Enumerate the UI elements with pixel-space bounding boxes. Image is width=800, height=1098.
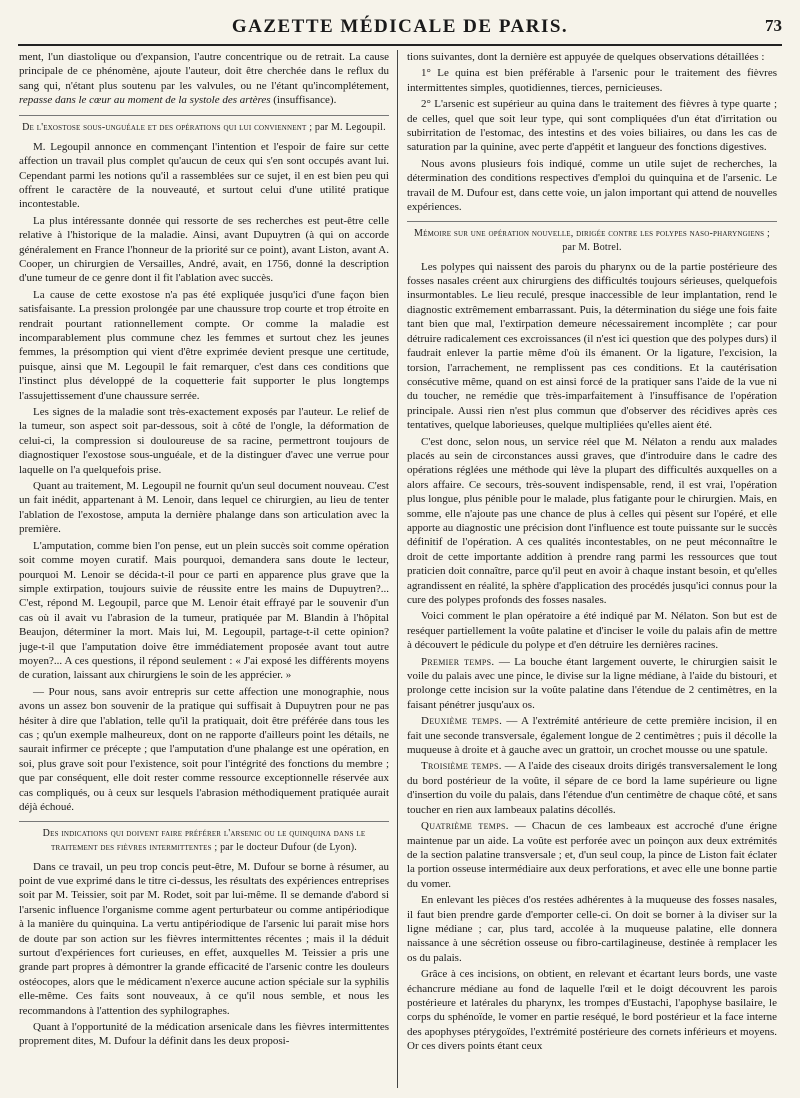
right-column bbox=[407, 50, 777, 1090]
column-divider bbox=[397, 50, 398, 1088]
paragraph: M. Legoupil annonce en commençant l'intention et l'espoir de faire sur cette affection un travail plus complet qu'aucun de ceux qui s'en sont occupés avant lui. Cependant parmi les notions qu'il a rassemblées sur ce sujet, il en est bien peu qui offrent le caractère de la nouveauté, et surtout celui d'une utilité pratique incontestable. bbox=[19, 140, 389, 211]
paragraph: ment, l'un diastolique ou d'expansion, l'autre concentrique ou de retrait. La cause principale de ce phénomène, ajoute l'auteur, doit être cherchée dans le reflux du sang qui, n'étant plus soutenu par les valvules, ou ne l'étant qu'incomplétement, repasse dans le cœur au moment de la systole des artères (insuffisance). bbox=[19, 51, 389, 107]
paragraph: Quant à l'opportunité de la médication arsenicale dans les fièvres intermittentes proprement dites, M. Dufour la définit dans les deux proposi- bbox=[19, 1021, 389, 1048]
paragraph: Les polypes qui naissent des parois du pharynx ou de la partie postérieure des fosses nasales créent aux chirurgiens des difficultés toujours sérieuses, quelquefois insurmontables. Le lieu reculé, presque inaccessible de leur implantation, rend le diagnostic extrêmement embarrassant. Puis, la détermination du siége une fois faite tant bien que mal, l'extirpation demeure nécessairement incomplète ; car pour détruire radicalement ces excroissances (il n'est ici question que des polypes durs) il faudrait enlever la partie même d'où ils émanent. Or la ligature, l'excision, la torsion, l'arrachement, ne remplissent pas ces conditions. Et la cautérisation consécutive même, quand on est ainsi forcé de la pratiquer sans l'aide de la vue ni du toucher, ne remédie que très-imparfaitement à l'insuffisance de l'opération principale. Aussi rien n'est plus commun que d'observer des récidives après ces tentatives, quelque laborieuses, quelque multipliées qu'elles aient été. bbox=[407, 260, 777, 432]
paragraph: Voici comment le plan opératoire a été indiqué par M. Nélaton. Son but est de reséquer partiellement la voûte palatine et d'inciser le voile du palais afin de mettre à découvert le pédicule du polype et d'en détruire les dernières racines. bbox=[407, 610, 777, 652]
paragraph: tions suivantes, dont la dernière est appuyée de quelques observations détaillées : bbox=[407, 51, 765, 63]
paragraph: Grâce à ces incisions, on obtient, en relevant et écartant leurs bords, une vaste échancrure médiane au fond de laquelle l'œil et le doigt découvrent les parois postérieure et latérales du pharynx, les trompes d'Eustachi, l'apophyse basilaire, le corps du sphénoïde, le vomer en partie reséqué, le bord postérieur et la face interne des apophyses ptérygoïdes, l'extrémité postérieure des cornets inférieurs et moyens. Or ces divers points étant ceux bbox=[407, 968, 777, 1053]
paragraph: C'est donc, selon nous, un service réel que M. Nélaton a rendu aux malades placés au sein de circonstances aussi graves, que d'introduire dans le cadre des opérations réglées une méthode qui lève la plupart des difficultés auxquelles on a alors affaire. Ce secours, très-souvent indispensable, rend, il est vrai, l'opération plus longue, plus pénible pour le malade, plus fatigante pour le chirurgien. Mais, en somme, elle n'ajoute pas une chance de plus à celles qui pèsent sur l'opéré, et elle apporte au diagnostic une précision dont l'influence est toute puissante sur le succès définitif de l'opération. A ces qualités incontestables, on ne peut méconnaître le droit de cette importante addition à prendre rang parmi les ressources que tout praticien doit connaître, parce qu'il peut en avoir à chaque instant besoin, et qu'elles agrandissent en réalité, la sphère d'application des procédés jusqu'ici connus pour la cure des polypes profonds des fosses nasales. bbox=[407, 435, 777, 606]
left-column bbox=[19, 50, 389, 1090]
step-paragraph: Deuxième temps. — A l'extrémité antérieure de cette première incision, il en fait une seconde transversale, également longue de 2 centimètres ; puis il décolle la muqueuse à droite et à gauche avec un grattoir, un crochet mousse ou une spatule. bbox=[407, 715, 777, 757]
section-heading: De l'exostose sous-unguéale et des opérations qui lui conviennent ; par M. Legoupil. bbox=[19, 115, 389, 134]
journal-title: GAZETTE MÉDICALE DE PARIS. bbox=[231, 16, 569, 37]
step-paragraph: Premier temps. — La bouche étant largement ouverte, le chirurgien saisit le voile du palais avec une pince, le divise sur la ligne médiane, à l'aide du bistouri, et prolonge cette incision sur la voûte palatine dans l'étendue de 2 centimètres, en la faisant pénétrer jusqu'aux os. bbox=[407, 655, 777, 711]
page-number: 73 bbox=[765, 16, 782, 35]
paragraph: Dans ce travail, un peu trop concis peut-être, M. Dufour se borne à résumer, au point de vue exprimé dans le titre ci-dessus, les résultats des expériences entreprises soit par M. Teissier, soit par M. Rodet, soit par lui-même. Il se demande d'abord si l'arsenic influence l'organisme comme agent perturbateur ou comme antipériodique à la manière du quinquina. La vertu antipériodique de l'arsenic lui parait mise hors de doute par son action sur les fièvres intermittentes récentes ; mais il la déduit surtout d'expériences fort curieuses, en effet, auxquelles M. Teissier a pris une grande part propres à démontrer la grande efficacité de l'arsenic contre les douleurs ostéocopes, alors que le médicament n'exerce aucune action spéciale sur la syphilis elle-même. Ces faits sont nouveaux, à ce qu'il nous semble, et nous les recommandons à l'attention des syphilographes. bbox=[19, 860, 389, 1017]
step-paragraph: Troisième temps. — A l'aide des ciseaux droits dirigés transversalement le long du bord postérieur de la voûte, il sépare de ce bord la lame supérieure ou ligne d'insertion du voile du palais, dans l'étendue d'un centimètre de chaque côté, et sans toucher en rien aux lambeaux palatins décollés. bbox=[407, 760, 777, 816]
section-heading: Des indications qui doivent faire préférer l'arsenic ou le quinquina dans le traitement des fièvres intermittentes ; par le docteur Dufour (de Lyon). bbox=[19, 821, 389, 853]
paragraph: Les signes de la maladie sont très-exactement exposés par l'auteur. Le relief de la tumeur, son aspect soit par-dessous, soit à côté de l'ongle, la déformation de celui-ci, la compression si douloureuse de sa racine, permettront toujours de diagnostiquer l'exostose sous-unguéale, et de la distinguer d'avec une verrue pour laquelle on l'a quelquefois prise. bbox=[19, 406, 389, 476]
paragraph: 2° L'arsenic est supérieur au quina dans le traitement des fièvres à type quarte ; de celles, quel que soit leur type, qui sont compliquées d'un état d'irritation ou subirritation de l'estomac, des intestins et des voies biliaires, ou dans les cas de saturation par la quinine, avec perte d'appétit et langueur des fonctions digestives. bbox=[407, 98, 777, 154]
paragraph: La cause de cette exostose n'a pas été expliquée jusqu'ici d'une façon bien satisfaisante. La pression prolongée par une chaussure trop courte et trop étroite en rendrait pourtant rationnellement compte. Or comme la maladie est incomparablement plus commune chez les femmes et surtout chez les jeunes femmes, la présomption qui vient d'être exprimée devient presque une certitude, puisque, ainsi que M. Legoupil le fait remarquer, c'est dans ces conditions que l'instinct plus développé de la coquetterie fait supporter le plus longtemps l'assujettissement d'une chaussure serrée. bbox=[19, 288, 389, 402]
paragraph: Nous avons plusieurs fois indiqué, comme un utile sujet de recherches, la détermination des conditions respectives d'emploi du quinquina et de l'arsenic. Le travail de M. Dufour est, dans cette voie, un jalon important qui attend de nouvelles expériences. bbox=[407, 157, 777, 214]
section-heading: Mémoire sur une opération nouvelle, dirigée contre les polypes naso-pharyngiens ; par M. Botrel. bbox=[407, 221, 777, 253]
paragraph: 1° Le quina est bien préférable à l'arsenic pour le traitement des fièvres intermittentes simples, quotidiennes, tierces, pernicieuses. bbox=[407, 67, 777, 94]
page-header bbox=[18, 14, 782, 46]
paragraph: La plus intéressante donnée qui ressorte de ses recherches est peut-être celle relative à l'historique de la maladie. Ainsi, avant Dupuytren (à qui on accorde généralement en France l'honneur de la priorité sur ce point), avant Liston, avant A. Cooper, un chirurgien de Versailles, André, avait, en 1756, donné la description d'une tumeur de ce genre dont il fit l'ablation avec succès. bbox=[19, 214, 389, 285]
step-paragraph: Quatrième temps. — Chacun de ces lambeaux est accroché d'une érigne maintenue par un aide. La voûte est perforée avec un poinçon aux deux extrémités de la section palatine transversale ; et, d'un seul coup, la pince de Liston fait éclater la portion osseuse intermédiaire aux deux perforations, et avec elle une bonne partie du vomer. bbox=[407, 820, 777, 890]
paragraph: L'amputation, comme bien l'on pense, eut un plein succès soit comme opération soit comme moyen curatif. Mais pourquoi, demandera sans doute le lecteur, pourquoi M. Lenoir se décida-t-il pour ce parti en apparence plus grave que la simple extirpation, toujours suivie de réussite entre les mains de Dupuytren?... C'est, répond M. Legoupil, parce que M. Lenoir était effrayé par le souvenir d'un cas où il avait vu l'abrasion de la tumeur, pratiquée par M. Blandin à l'hôpital Beaujon, déterminer la mort. Mais lui, M. Legoupil, partage-t-il cette opinion? juge-t-il que l'amputation doive être immédiatement proposée avant tout autre moyen?... A ces questions, il répond seulement : « J'ai exposé les différents moyens de curation, laissant aux chirurgiens le soin de les apprécier. » bbox=[19, 539, 389, 682]
paragraph: — Pour nous, sans avoir entrepris sur cette affection une monographie, nous avons un assez bon souvenir de la pratique qui suffisait à Dupuytren pour ne pas hésiter à dire que l'ablation, telle qu'il la pratiquait, doit être préférée dans tous les cas ; qu'un exemple malheureux, dont on ne rapporte d'ailleurs point les détails, ne saurait infirmer ce précepte ; que l'amputation d'une phalange est une opération, en soi, plus grave soit pour l'existence, soit pour l'intégrité des fonctions du membre ; que par conséquent, elle doit rester comme ressource exceptionnelle réservée aux cas compliqués, ou à ceux sur lesquels l'abrasion méthodiquement pratiquée aurait déjà échoué. bbox=[19, 685, 389, 813]
paragraph: En enlevant les pièces d'os restées adhérentes à la muqueuse des fosses nasales, il faut bien prendre garde d'emporter celle-ci. On doit se borner à la diviser sur la ligne médiane ; car, plus tard, accolée à la muqueuse palatine, elle donnera naissance à une sécrétion osseuse ou fibro-cartilagineuse, destinée à remplacer les os du palais. bbox=[407, 894, 777, 964]
paragraph: Quant au traitement, M. Legoupil ne fournit qu'un seul document nouveau. C'est un fait inédit, appartenant à M. Lenoir, dans lequel ce chirurgien, au lieu de tenter l'ablation de l'exostose, amputa la dernière phalange dans son articulation avec la première. bbox=[19, 480, 389, 536]
